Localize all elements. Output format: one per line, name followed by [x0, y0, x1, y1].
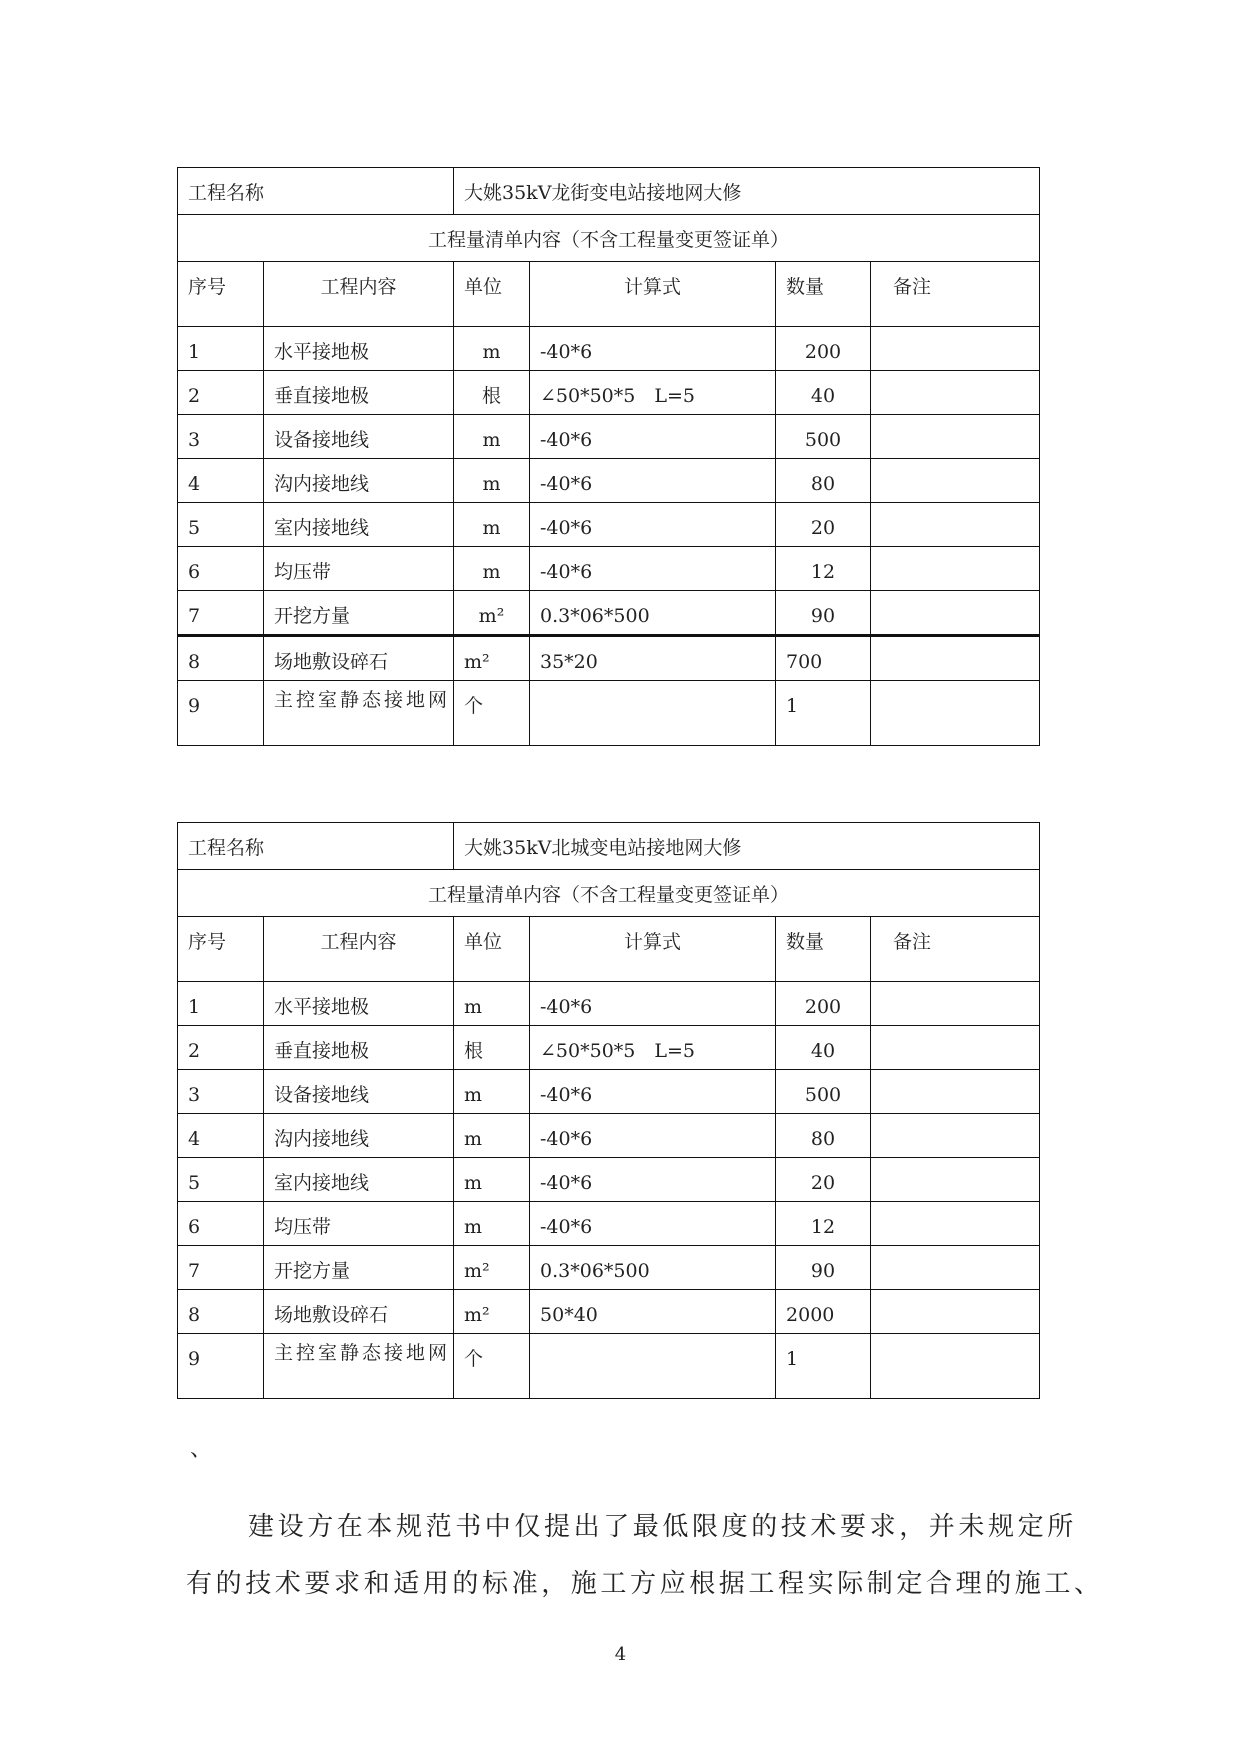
row-unit: m: [482, 429, 501, 451]
table-row: [178, 1202, 1040, 1246]
table-row: [178, 1114, 1040, 1158]
header-unit: 单位: [464, 931, 503, 953]
row-remarks: [871, 371, 1039, 381]
row-index: 1: [188, 996, 201, 1018]
quantity-table-1: [177, 167, 1040, 746]
row-quantity: 40: [810, 1040, 836, 1062]
row-index: 9: [188, 695, 201, 717]
row-remarks: [871, 1334, 1039, 1344]
row-formula: -40*6: [540, 1216, 593, 1238]
table-row: [178, 681, 1040, 746]
row-quantity: 500: [804, 1084, 842, 1106]
row-content: 均压带: [274, 561, 332, 583]
row-content: 主控室静态接地网: [274, 1342, 451, 1364]
row-index: 4: [188, 1128, 201, 1150]
row-content: 水平接地极: [274, 996, 370, 1018]
row-content: 垂直接地极: [274, 1040, 370, 1062]
row-index: 5: [188, 1172, 201, 1194]
row-index: 2: [188, 385, 201, 407]
row-content: 室内接地线: [274, 1172, 370, 1194]
row-unit: m²: [464, 651, 490, 673]
row-formula: ∠50*50*5 L=5: [540, 1040, 696, 1062]
table-row: [178, 591, 1040, 636]
table-row: [178, 1026, 1040, 1070]
row-content: 主控室静态接地网: [274, 689, 451, 711]
row-quantity: 90: [810, 1260, 836, 1282]
row-remarks: [871, 459, 1039, 469]
header-formula: 计算式: [623, 276, 681, 298]
row-formula: -40*6: [540, 517, 593, 539]
row-unit: m: [482, 473, 501, 495]
row-formula: -40*6: [540, 1084, 593, 1106]
row-remarks: [871, 982, 1039, 992]
row-index: 6: [188, 1216, 201, 1238]
header-remarks: 备注: [893, 276, 932, 298]
project-name-value: 大姚35kV龙街变电站接地网大修: [464, 182, 742, 204]
row-remarks: [871, 591, 1039, 601]
row-unit: m: [464, 1172, 483, 1194]
row-remarks: [871, 1290, 1039, 1300]
row-index: 7: [188, 1260, 201, 1282]
table-row: [178, 982, 1040, 1026]
row-quantity: 1: [786, 1348, 799, 1370]
page-number: 4: [614, 1644, 627, 1665]
project-name-row: [178, 823, 1040, 870]
row-index: 9: [188, 1348, 201, 1370]
row-content: 设备接地线: [274, 429, 370, 451]
row-quantity: 2000: [786, 1304, 835, 1326]
project-name-label: 工程名称: [188, 837, 265, 859]
table-row: [178, 327, 1040, 371]
table-row: [178, 1070, 1040, 1114]
row-unit: m: [482, 517, 501, 539]
table-row: [178, 459, 1040, 503]
table-row: [178, 415, 1040, 459]
row-quantity: 20: [810, 517, 836, 539]
row-content: 场地敷设碎石: [274, 651, 389, 673]
table-row: [178, 503, 1040, 547]
row-formula: -40*6: [540, 341, 593, 363]
header-index: 序号: [188, 931, 227, 953]
row-unit: m²: [464, 1304, 490, 1326]
row-quantity: 12: [810, 1216, 836, 1238]
row-index: 8: [188, 1304, 201, 1326]
row-unit: m: [464, 1128, 483, 1150]
row-remarks: [871, 1114, 1039, 1124]
row-quantity: 700: [786, 651, 823, 673]
row-formula: 0.3*06*500: [540, 605, 650, 627]
row-unit: 根: [464, 1040, 484, 1062]
table-row: [178, 1158, 1040, 1202]
table-subtitle-row: [178, 215, 1040, 262]
row-remarks: [871, 327, 1039, 337]
row-content: 开挖方量: [274, 1260, 351, 1282]
row-quantity: 1: [786, 695, 799, 717]
row-content: 水平接地极: [274, 341, 370, 363]
table-row: [178, 547, 1040, 591]
row-content: 场地敷设碎石: [274, 1304, 389, 1326]
row-content: 沟内接地线: [274, 473, 370, 495]
row-quantity: 80: [810, 1128, 836, 1150]
row-formula: [530, 1334, 775, 1344]
row-formula: -40*6: [540, 1128, 593, 1150]
row-unit: m²: [478, 605, 505, 627]
header-quantity: 数量: [786, 276, 825, 298]
row-unit: 个: [464, 1348, 484, 1370]
project-name-label: 工程名称: [188, 182, 265, 204]
row-formula: -40*6: [540, 473, 593, 495]
row-quantity: 80: [810, 473, 836, 495]
quantity-table-2: [177, 822, 1040, 1399]
table-row: [178, 371, 1040, 415]
table-row: [178, 1290, 1040, 1334]
project-name-row: [178, 168, 1040, 215]
row-index: 6: [188, 561, 201, 583]
row-index: 7: [188, 605, 201, 627]
row-index: 3: [188, 1084, 201, 1106]
row-unit: m: [464, 996, 483, 1018]
row-remarks: [871, 547, 1039, 557]
row-formula: -40*6: [540, 429, 593, 451]
row-unit: 个: [464, 695, 484, 717]
header-index: 序号: [188, 276, 227, 298]
body-paragraph-line-2: 有的技术要求和适用的标准，施工方应根据工程实际制定合理的施工、: [186, 1569, 1104, 1599]
row-quantity: 90: [810, 605, 836, 627]
row-content: 均压带: [274, 1216, 332, 1238]
header-unit: 单位: [464, 276, 503, 298]
row-unit: m: [464, 1084, 483, 1106]
row-remarks: [871, 681, 1039, 691]
row-index: 1: [188, 341, 201, 363]
row-remarks: [871, 415, 1039, 425]
row-remarks: [871, 1202, 1039, 1212]
header-row: [178, 917, 1040, 982]
row-remarks: [871, 1158, 1039, 1168]
row-remarks: [871, 1070, 1039, 1080]
row-formula: -40*6: [540, 561, 593, 583]
row-unit: m: [482, 561, 501, 583]
row-unit: m: [464, 1216, 483, 1238]
row-quantity: 12: [810, 561, 836, 583]
row-unit: 根: [481, 385, 501, 407]
row-formula: 0.3*06*500: [540, 1260, 650, 1282]
row-quantity: 200: [804, 996, 842, 1018]
row-remarks: [871, 637, 1039, 647]
table-subtitle-row: [178, 870, 1040, 917]
row-content: 沟内接地线: [274, 1128, 370, 1150]
row-formula: 50*40: [540, 1304, 598, 1326]
table-row: [178, 636, 1040, 681]
row-index: 5: [188, 517, 201, 539]
table-subtitle: 工程量清单内容（不含工程量变更签证单）: [428, 884, 790, 906]
row-quantity: 20: [810, 1172, 836, 1194]
row-quantity: 500: [804, 429, 842, 451]
row-remarks: [871, 1246, 1039, 1256]
row-formula: 35*20: [540, 651, 598, 673]
row-content: 垂直接地极: [274, 385, 370, 407]
row-index: 8: [188, 651, 201, 673]
header-quantity: 数量: [786, 931, 825, 953]
row-index: 3: [188, 429, 201, 451]
row-index: 2: [188, 1040, 201, 1062]
row-formula: -40*6: [540, 1172, 593, 1194]
row-quantity: 200: [804, 341, 842, 363]
table-row: [178, 1246, 1040, 1290]
row-content: 室内接地线: [274, 517, 370, 539]
row-quantity: 40: [810, 385, 836, 407]
header-row: [178, 262, 1040, 327]
header-content: 工程内容: [320, 276, 397, 298]
header-remarks: 备注: [893, 931, 932, 953]
project-name-value: 大姚35kV北城变电站接地网大修: [464, 837, 742, 859]
row-formula: [530, 681, 775, 691]
row-content: 开挖方量: [274, 605, 351, 627]
punctuation-mark: 、: [190, 1437, 213, 1462]
body-paragraph-line-1: 建设方在本规范书中仅提出了最低限度的技术要求，并未规定所: [248, 1512, 1077, 1542]
table-subtitle: 工程量清单内容（不含工程量变更签证单）: [428, 229, 790, 251]
row-unit: m: [482, 341, 501, 363]
header-content: 工程内容: [320, 931, 397, 953]
table-row: [178, 1334, 1040, 1399]
row-content: 设备接地线: [274, 1084, 370, 1106]
row-remarks: [871, 503, 1039, 513]
row-unit: m²: [464, 1260, 490, 1282]
row-index: 4: [188, 473, 201, 495]
row-formula: ∠50*50*5 L=5: [540, 385, 695, 407]
header-formula: 计算式: [624, 931, 682, 953]
row-remarks: [871, 1026, 1039, 1036]
row-formula: -40*6: [540, 996, 593, 1018]
